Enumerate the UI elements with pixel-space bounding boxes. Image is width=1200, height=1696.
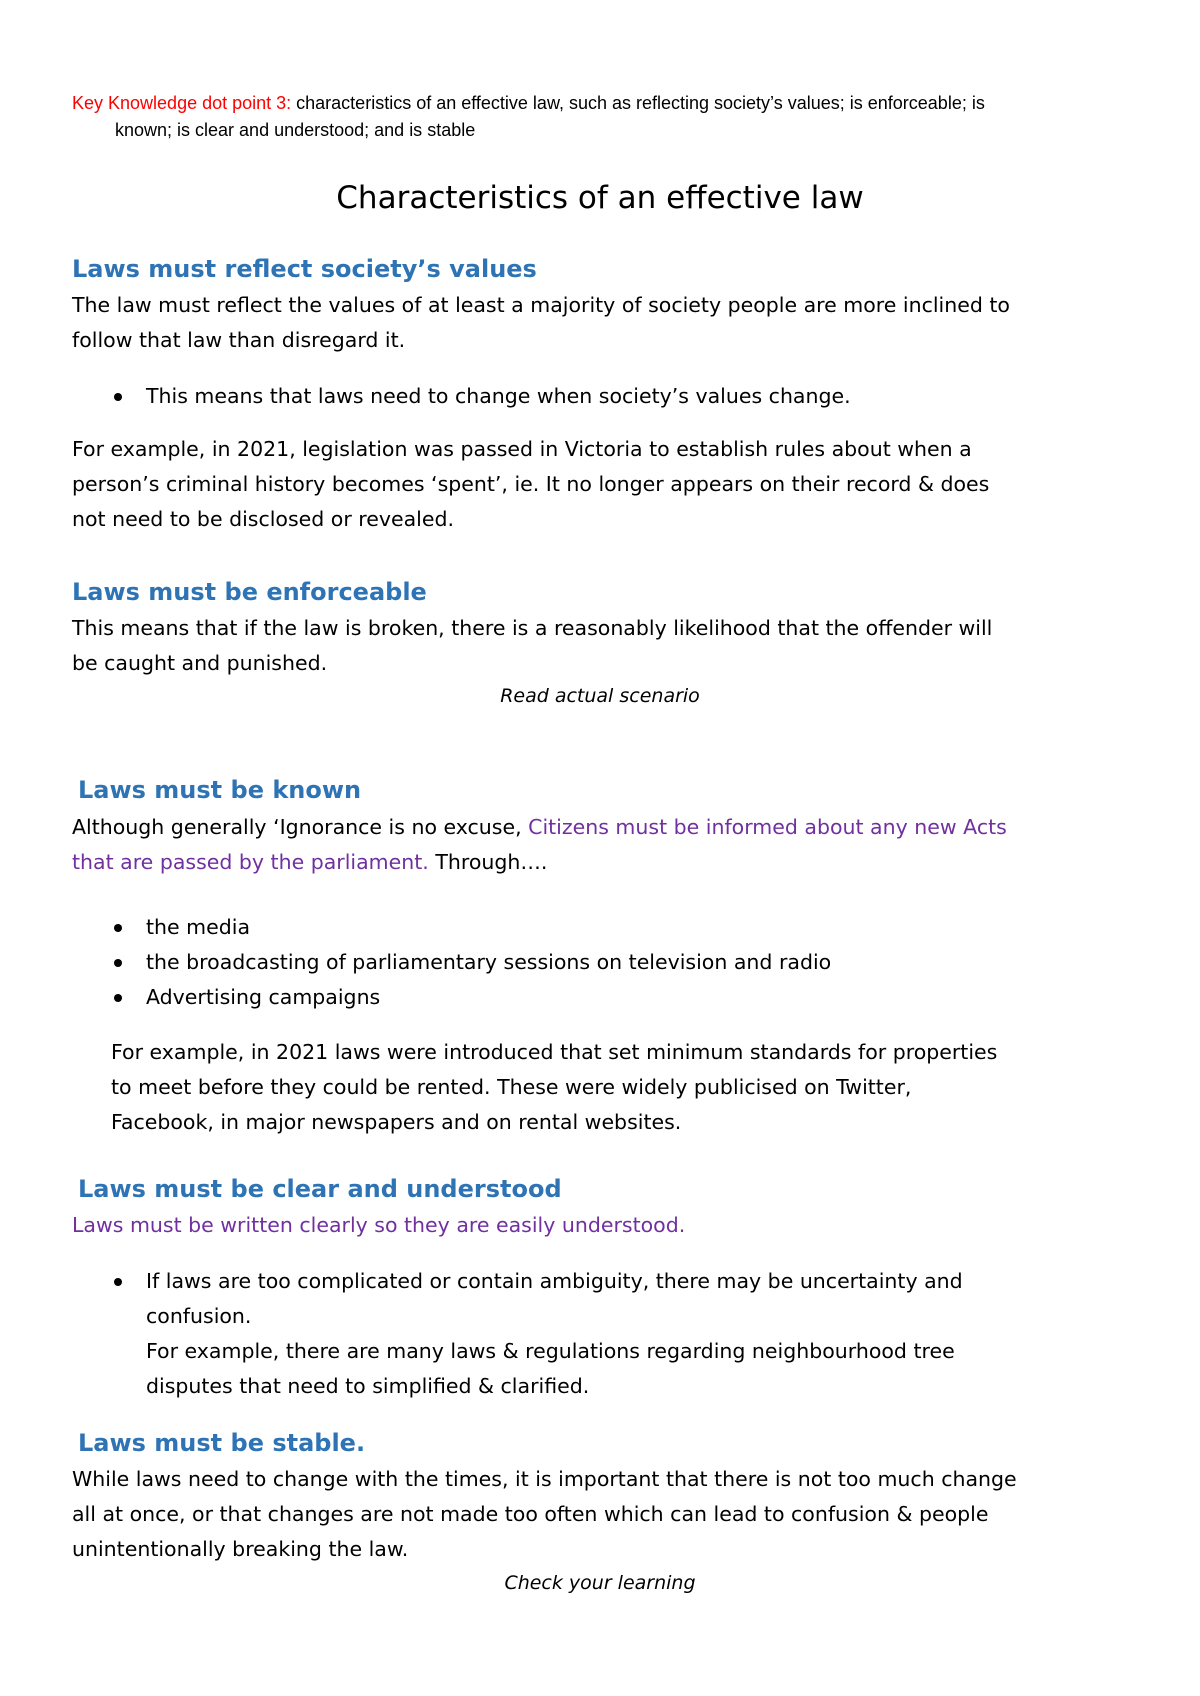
clear-example-line1: For example, there are many laws & regulations regarding neighbourhood tree [146,1339,955,1363]
heading-clear: Laws must be clear and understood [78,1175,562,1203]
stable-body-line2: all at once, or that changes are not made too often which can lead to confusion & people [72,1502,989,1526]
page-title: Characteristics of an effective law [336,180,864,216]
known-body-line2-highlight: that are passed by the parliament. [72,850,429,874]
known-body-line2-plain: Through…. [428,850,548,874]
enforceable-body-line2: be caught and punished. [72,651,328,675]
key-knowledge-line2: known; is clear and understood; and is stable [115,120,476,140]
key-knowledge-line1 [72,88,985,118]
clear-bullet-line1: If laws are too complicated or contain ambiguity, there may be uncertainty and [146,1269,963,1293]
known-bullet-2: the broadcasting of parliamentary sessions on television and radio [146,950,832,974]
key-knowledge-label: Key Knowledge dot point 3: [72,93,292,113]
values-body-line1: The law must reflect the values of at least a majority of society people are more inclined to [72,293,1010,317]
known-body-line1 [72,810,1007,845]
heading-stable: Laws must be stable. [78,1429,366,1457]
heading-known: Laws must be known [78,776,362,804]
known-bullet-1: the media [146,915,251,939]
clear-example-line2: disputes that need to simplified & clarified. [146,1374,590,1398]
clear-bullet-line2: confusion. [146,1304,252,1328]
bullet-icon [114,994,122,1002]
heading-enforceable: Laws must be enforceable [72,578,427,606]
values-example-line1: For example, in 2021, legislation was passed in Victoria to establish rules about when a [72,437,972,461]
enforceable-note: Read actual scenario [500,685,700,707]
known-example-line3: Facebook, in major newspapers and on rental websites. [111,1110,682,1134]
known-body-line1-plain: Although generally ‘Ignorance is no excuse, [72,815,529,839]
known-body-line1-highlight: Citizens must be informed about any new Acts [528,815,1007,839]
bullet-icon [114,924,122,932]
known-example-line2: to meet before they could be rented. These were widely publicised on Twitter, [111,1075,912,1099]
stable-body-line1: While laws need to change with the times, it is important that there is not too much change [72,1467,1017,1491]
values-bullet: This means that laws need to change when society’s values change. [146,384,851,408]
known-example-line1: For example, in 2021 laws were introduced that set minimum standards for properties [111,1040,998,1064]
stable-note: Check your learning [504,1572,696,1594]
known-bullet-3: Advertising campaigns [146,985,381,1009]
bullet-icon [114,393,122,401]
stable-body-line3: unintentionally breaking the law. [72,1537,409,1561]
enforceable-body-line1: This means that if the law is broken, there is a reasonably likelihood that the offender will [72,616,993,640]
clear-subline: Laws must be written clearly so they are easily understood. [72,1213,686,1237]
bullet-icon [114,959,122,967]
values-example-line3: not need to be disclosed or revealed. [72,507,455,531]
values-body-line2: follow that law than disregard it. [72,328,406,352]
values-example-line2: person’s criminal history becomes ‘spent’, ie. It no longer appears on their record & does [72,472,990,496]
key-knowledge-text: characteristics of an effective law, such as reflecting society’s values; is enforceable; is [291,93,985,113]
known-body-line2 [72,845,547,880]
heading-values: Laws must reflect society’s values [72,255,537,283]
bullet-icon [114,1278,122,1286]
